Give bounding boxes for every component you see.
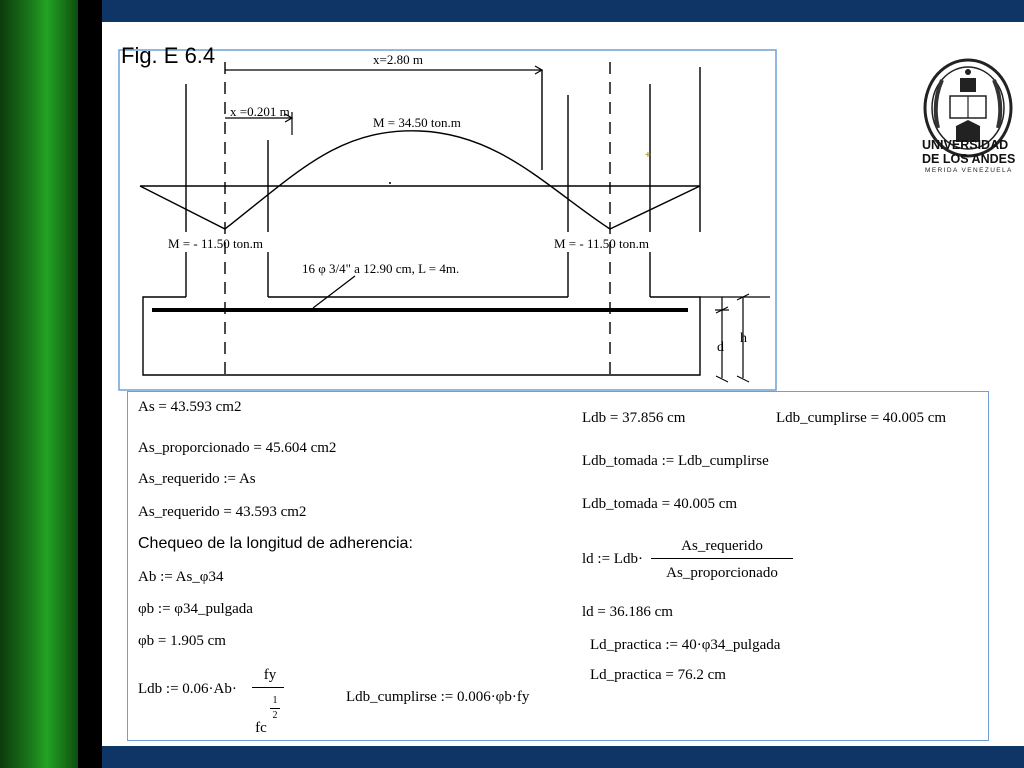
label-m-positive: M = 34.50 ton.m [373,115,461,130]
label-m-neg-right: M = - 11.50 ton.m [554,236,649,251]
eq-ld: ld = 36.186 cm [582,604,673,620]
logo-line-2: DE LOS ANDES [922,152,1016,166]
eq-ldb-cumplirse-def: Ldb_cumplirse := 0.006·φb·fy [346,689,530,705]
eq-as-requerido: As_requerido = 43.593 cm2 [138,504,307,520]
eq-ldb-fraction-bar [252,687,284,688]
figure-frame [119,50,776,390]
eq-ld-practica-def: Ld_practica := 40·φ34_pulgada [590,637,781,653]
eq-ldb-exp-bar [270,708,280,709]
eq-ldb: Ldb = 37.856 cm [582,410,686,426]
eq-as-requerido-def: As_requerido := As [138,471,256,487]
eq-ld-lhs: ld := Ldb· [582,551,643,567]
eq-ldb-exp-num: 1 [272,695,278,706]
eq-phib: φb = 1.905 cm [138,633,226,649]
svg-text:+: + [645,150,651,161]
label-dim-d: d [717,340,724,355]
moment-curve [140,131,700,229]
label-x-total: x=2.80 m [373,52,423,67]
label-dim-h: h [740,331,747,346]
logo-line-1: UNIVERSIDAD [922,138,1009,152]
eq-ldb-tomada-def: Ldb_tomada := Ldb_cumplirse [582,453,769,469]
label-m-neg-left: M = - 11.50 ton.m [168,236,263,251]
label-rebar: 16 φ 3/4" a 12.90 cm, L = 4m. [302,261,460,276]
eq-phib-def: φb := φ34_pulgada [138,601,253,617]
rebar-leader [313,276,355,308]
eq-ld-fraction-bar [651,558,793,559]
figure-title: Fig. E 6.4 [121,43,216,68]
eq-ldb-lhs: Ldb := 0.06·Ab· [138,681,237,697]
label-x-small: x =0.201 m [230,104,290,119]
eq-ldb-tomada: Ldb_tomada = 40.005 cm [582,496,738,512]
eq-as-proporcionado: As_proporcionado = 45.604 cm2 [138,440,337,456]
eq-ld-denominator: As_proporcionado [666,565,778,581]
eq-ld-numerator: As_requerido [681,538,763,554]
eq-ldb-cumplirse: Ldb_cumplirse = 40.005 cm [776,410,947,426]
logo-line-3: MERIDA VENEZUELA [925,167,1013,174]
eq-ab: Ab := As_φ34 [138,569,224,585]
eq-ld-practica: Ld_practica = 76.2 cm [590,667,726,683]
eq-as: As = 43.593 cm2 [138,399,242,415]
eq-ldb-denominator: fc [255,720,267,736]
heading-chequeo: Chequeo de la longitud de adherencia: [138,535,413,552]
eq-ldb-exp-den: 2 [272,710,278,721]
eq-ldb-numerator: fy [263,667,277,683]
